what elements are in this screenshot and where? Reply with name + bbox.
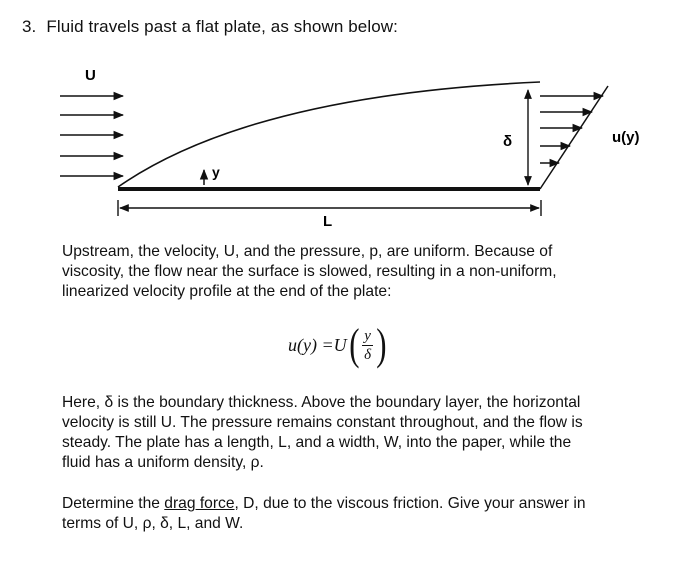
equation-fraction (362, 328, 373, 363)
boundary-layer-curve (118, 82, 540, 187)
paragraph-line: viscosity, the flow near the surface is slowed, resulting in a non-uniform, (62, 263, 557, 280)
upstream-velocity-arrows (60, 96, 123, 176)
paragraph-line: terms of U, ρ, δ, L, and W. (62, 515, 244, 532)
drag-force-term: drag force (164, 495, 235, 512)
label-u-upstream: U (85, 67, 96, 84)
paragraph-line: fluid has a uniform density, ρ. (62, 454, 264, 471)
paragraph-line: linearized velocity profile at the end of the plate: (62, 283, 392, 300)
paragraph-upstream (62, 242, 662, 302)
velocity-profile (540, 86, 608, 189)
left-paren: ( (348, 320, 360, 369)
task-suffix: , D, due to the viscous friction. Give your answer in (234, 495, 586, 512)
fraction-numerator: y (364, 327, 371, 344)
equation-lhs: u(y) = (288, 334, 334, 355)
paragraph-task (62, 494, 662, 534)
label-y: y (212, 164, 220, 180)
question-text: Fluid travels past a flat plate, as shown below: (46, 17, 398, 36)
velocity-equation (288, 320, 389, 370)
profile-line (540, 86, 608, 189)
right-paren: ) (376, 320, 387, 369)
task-prefix: Determine the (62, 495, 165, 512)
paragraph-line (62, 494, 662, 514)
paragraph-line: steady. The plate has a length, L, and a width, W, into the paper, while the (62, 434, 572, 451)
label-delta: δ (503, 133, 513, 150)
label-uy: u(y) (612, 129, 640, 146)
fraction-denominator: δ (364, 346, 372, 363)
paragraph-line: Here, δ is the boundary thickness. Above the boundary layer, the horizontal (62, 394, 581, 411)
label-l: L (323, 213, 333, 230)
flat-plate-diagram (0, 0, 700, 240)
equation-u: U (333, 334, 347, 355)
paragraph-line: velocity is still U. The pressure remains constant throughout, and the flow is (62, 414, 583, 431)
question-number: 3. (22, 17, 37, 36)
paragraph-line: Upstream, the velocity, U, and the pressure, p, are uniform. Because of (62, 243, 553, 260)
paragraph-boundary (62, 393, 662, 473)
